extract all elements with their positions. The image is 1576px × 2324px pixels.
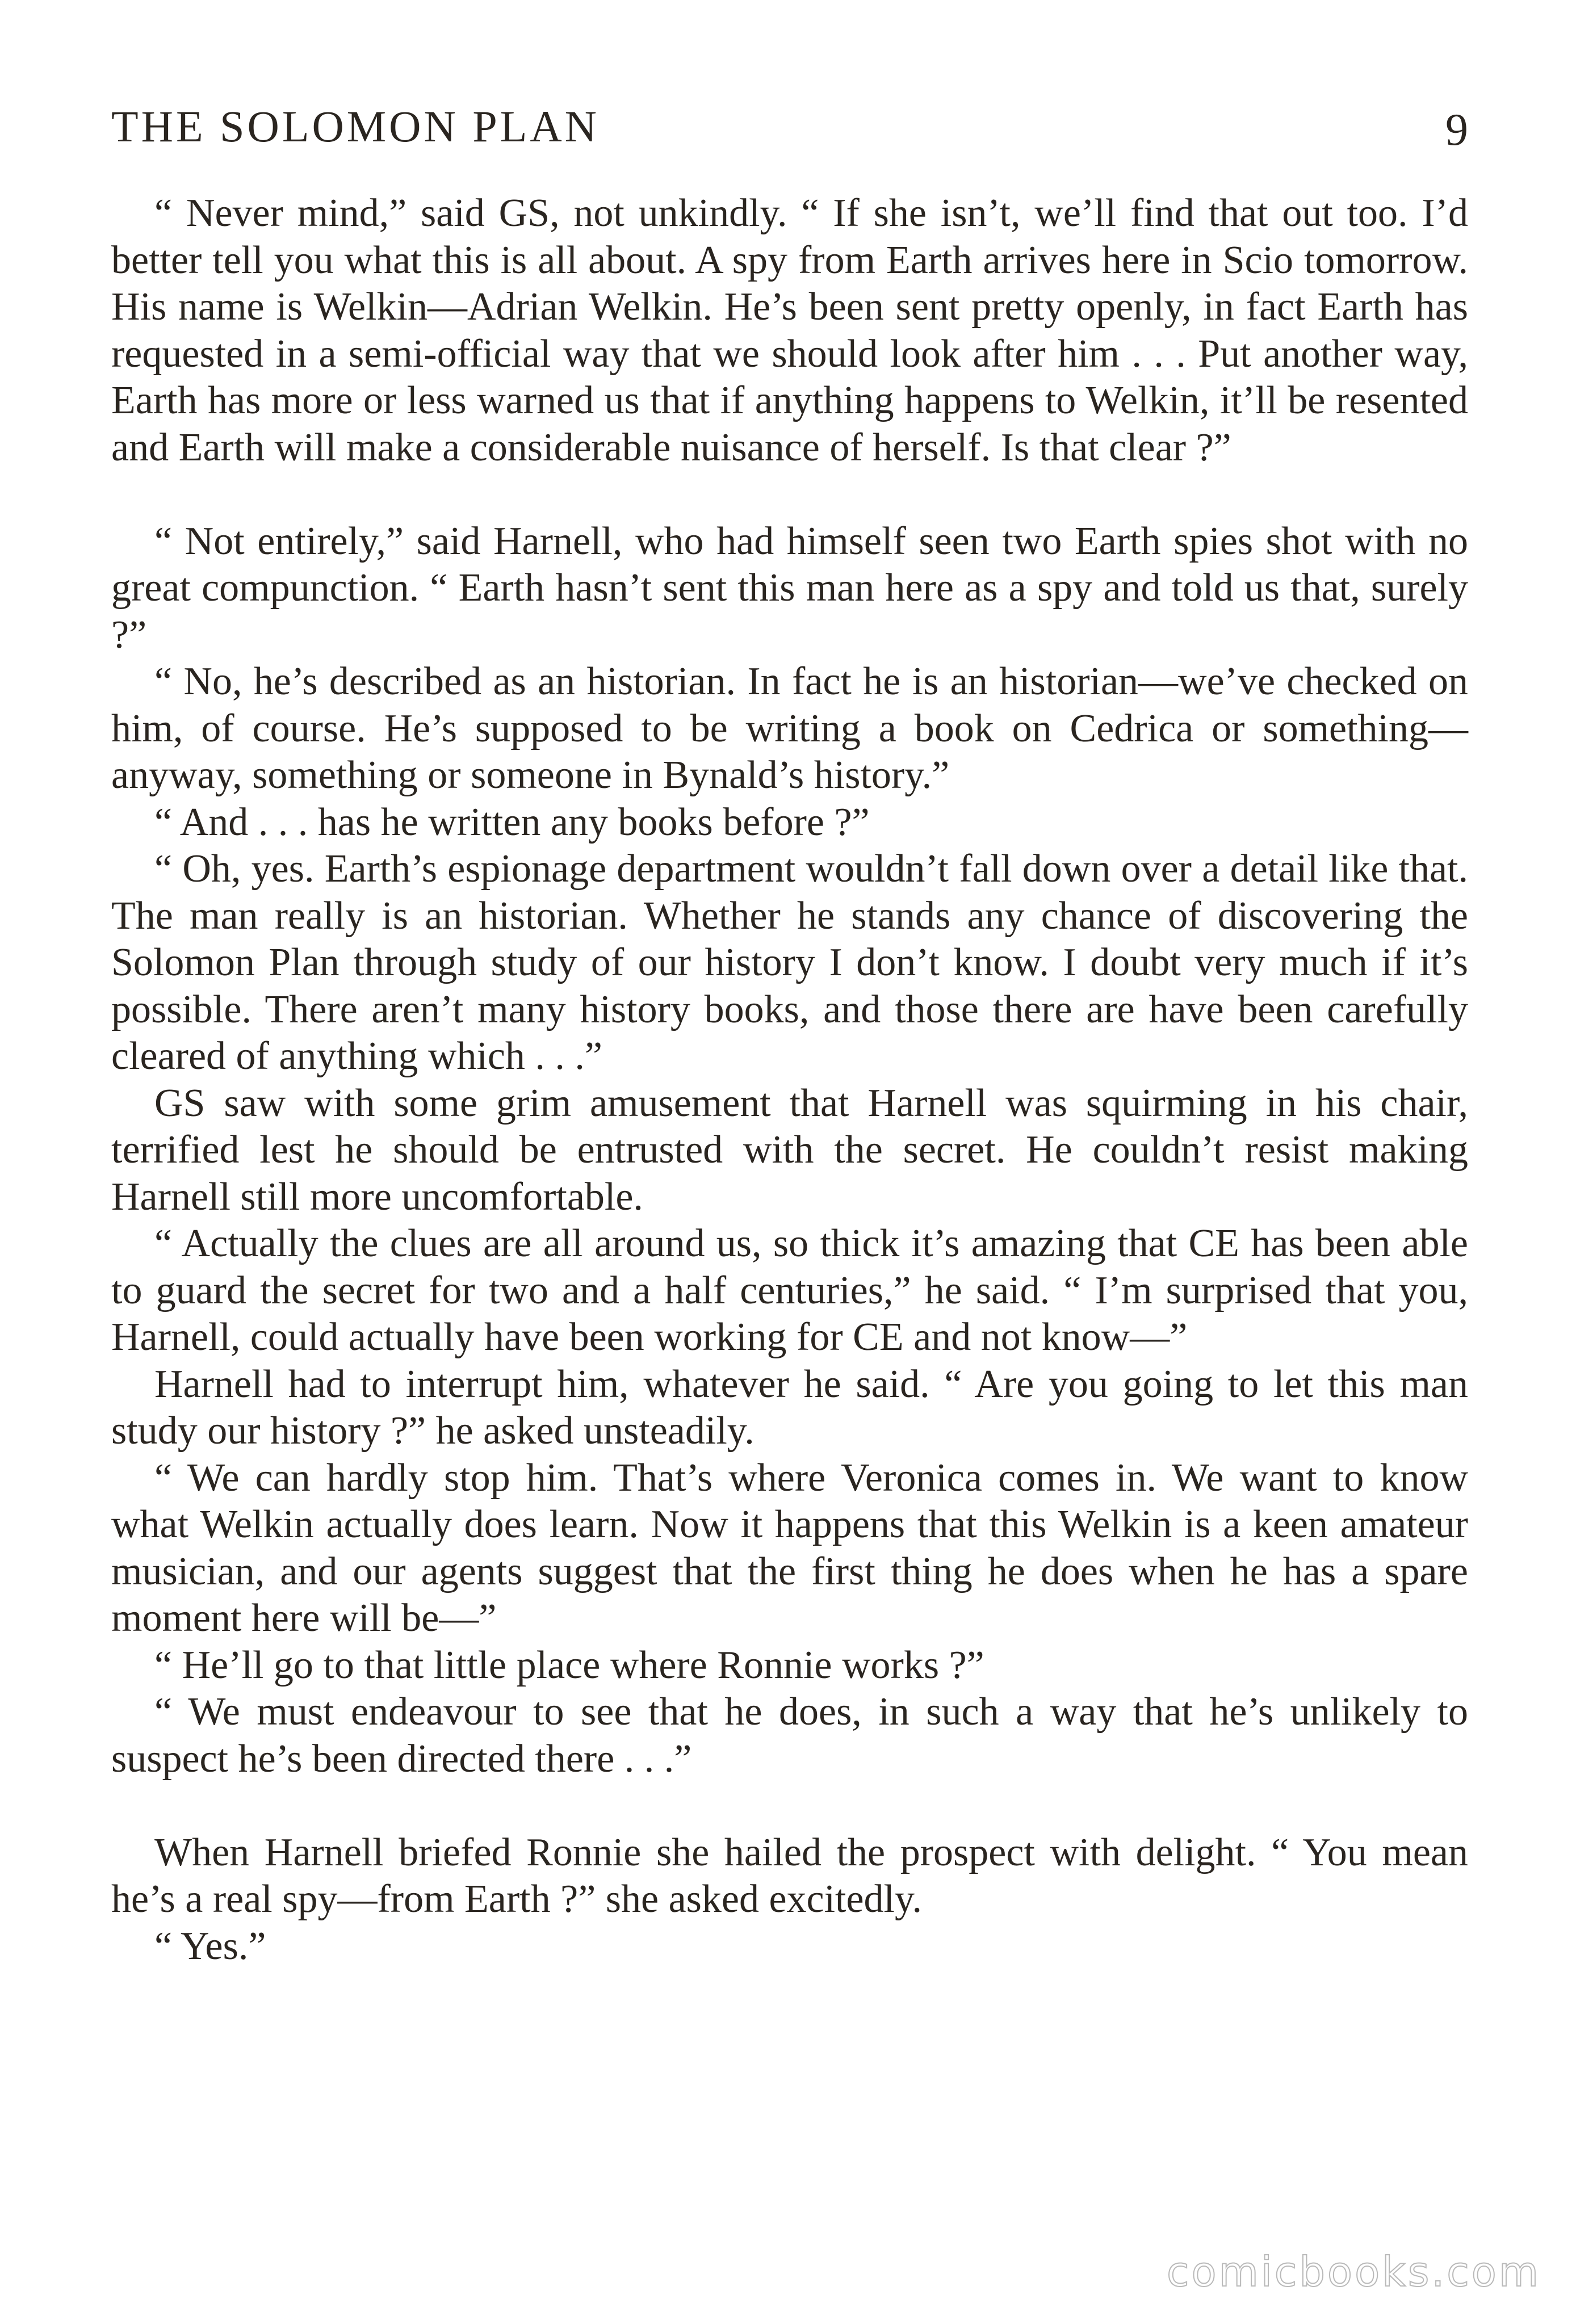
paragraph: GS saw with some grim amusement that Harnell was squirming in his chair, terrified lest he should be entrusted with the secret. He couldn’t resist making Harnell still more uncomfortable. (111, 1081, 1468, 1219)
page-number: 9 (1445, 105, 1468, 155)
paragraph: “ Not entirely,” said Harnell, who had himself seen two Earth spies shot with no great compunction. “ Earth hasn’t sent this man here as a spy and told us that, surely ?” (111, 519, 1468, 657)
body-text (111, 190, 1468, 1970)
running-title: THE SOLOMON PLAN (111, 102, 600, 151)
paragraph: “ We must endeavour to see that he does, in such a way that he’s unlikely to suspect he’s been directed there . . .” (111, 1690, 1468, 1781)
paragraph: “ And . . . has he written any books before ?” (154, 800, 870, 844)
page-header (111, 95, 1468, 158)
paragraph: When Harnell briefed Ronnie she hailed the prospect with delight. “ You mean he’s a real spy—from Earth ?” she asked excitedly. (111, 1830, 1468, 1921)
paragraph: “ Oh, yes. Earth’s espionage department wouldn’t fall down over a detail like that. The man really is an historian. Whether he stands any chance of discovering the Solomon Plan through study of our history I don’t know. I doubt very much if it’s possible. There aren’t many history books, and those there are have been carefully cleared of anything which . . .” (111, 847, 1468, 1078)
paragraph: “ Never mind,” said GS, not unkindly. “ If she isn’t, we’ll find that out too. I’d better tell you what this is all about. A spy from Earth arrives here in Scio tomorrow. His name is Welkin—Adrian Welkin. He’s been sent pretty openly, in fact Earth has requested in a semi-official way that we should look after him . . . Put another way, Earth has more or less warned us that if anything happens to Welkin, it’ll be resented and Earth will make a considerable nuisance of herself. Is that clear ?” (111, 191, 1468, 469)
paragraph: Harnell had to interrupt him, whatever he said. “ Are you going to let this man study our history ?” he asked unsteadily. (111, 1362, 1468, 1453)
paragraph: “ Actually the clues are all around us, so thick it’s amazing that CE has been able to guard the secret for two and a half centuries,” he said. “ I’m surprised that you, Harnell, could actually have been working for CE and not know—” (111, 1222, 1468, 1359)
watermark-logo: comicbooks.com (1166, 2248, 1541, 2296)
paragraph: “ We can hardly stop him. That’s where Veronica comes in. We want to know what Welkin actually does learn. Now it happens that this Welkin is a keen amateur musician, and our agents suggest that the first thing he does when he has a spare moment here will be—” (111, 1455, 1468, 1640)
paragraph: “ No, he’s described as an historian. In fact he is an historian—we’ve checked on him, of course. He’s supposed to be writing a book on Cedrica or something—anyway, something or someone in Bynald’s history.” (111, 660, 1468, 797)
paragraph: “ He’ll go to that little place where Ronnie works ?” (154, 1643, 984, 1687)
paragraph: “ Yes.” (154, 1924, 266, 1968)
